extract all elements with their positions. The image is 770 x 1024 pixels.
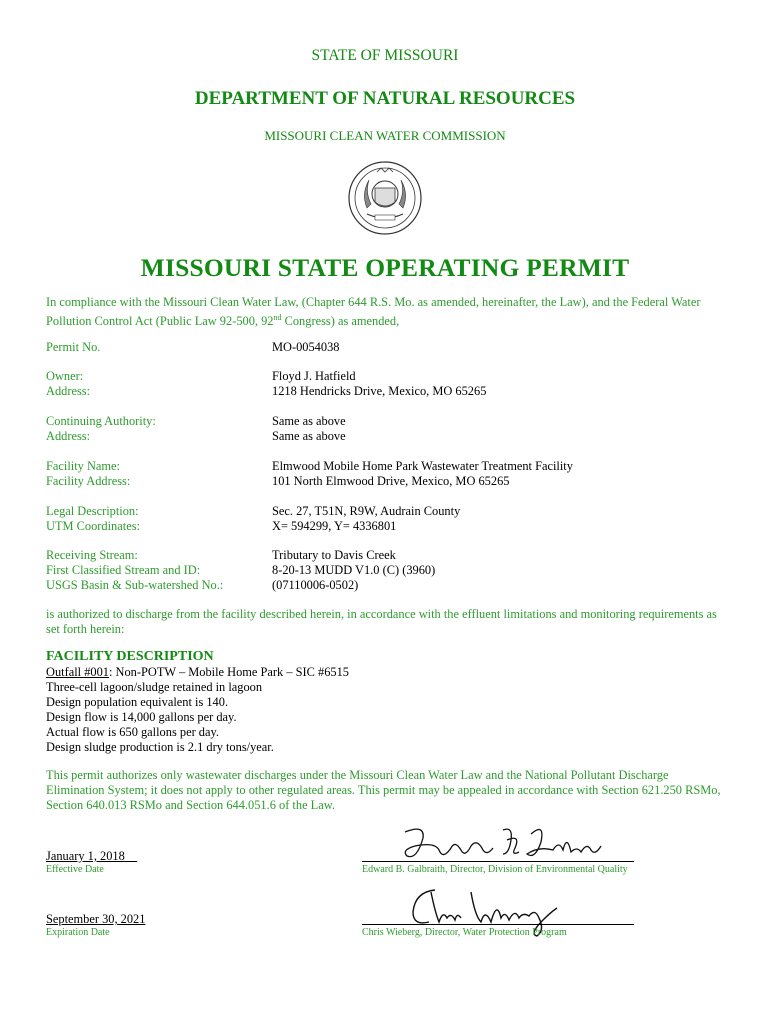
effective-date-value: January 1, 2018 bbox=[46, 849, 125, 863]
facility-address-label: Facility Address: bbox=[46, 474, 131, 488]
facility-line: Design population equivalent is 140. bbox=[46, 695, 229, 709]
state-seal-icon bbox=[345, 158, 425, 238]
permit-number-block bbox=[46, 340, 736, 355]
authorized-statement: is authorized to discharge from the facility described herein, in accordance with the effluent limitations and monitoring requirements as set forth herein: bbox=[46, 607, 717, 636]
expiration-date-label: Expiration Date bbox=[46, 927, 110, 938]
compliance-text-b: Congress) as amended, bbox=[281, 314, 400, 329]
expiration-date-value: September 30, 2021 bbox=[46, 912, 146, 926]
classified-label: First Classified Stream and ID: bbox=[46, 563, 201, 577]
legal-value: Sec. 27, T51N, R9W, Audrain County bbox=[272, 504, 461, 518]
facility-line: Design flow is 14,000 gallons per day. bbox=[46, 710, 237, 724]
expiration-date bbox=[46, 912, 145, 927]
compliance-text-a: In compliance with the Missouri Clean Water Law, (Chapter 644 R.S. Mo. as amended, hereinafter, the Law), and the Federal Water Pollution Control Act (Public Law 92-500, 92 bbox=[46, 295, 701, 329]
continuing-label: Continuing Authority: bbox=[46, 414, 156, 428]
stream-block bbox=[46, 548, 736, 593]
signature-line-1 bbox=[362, 861, 634, 862]
utm-value: X= 594299, Y= 4336801 bbox=[272, 519, 397, 533]
facility-address-value: 101 North Elmwood Drive, Mexico, MO 65265 bbox=[272, 474, 510, 488]
owner-address-value: 1218 Hendricks Drive, Mexico, MO 65265 bbox=[272, 384, 487, 398]
facility-block bbox=[46, 459, 736, 489]
effective-date bbox=[46, 849, 137, 864]
owner-label: Owner: bbox=[46, 369, 84, 383]
owner-value: Floyd J. Hatfield bbox=[272, 369, 356, 383]
effective-date-label: Effective Date bbox=[46, 864, 104, 875]
permit-no-value: MO-0054038 bbox=[272, 340, 340, 354]
legal-label: Legal Description: bbox=[46, 504, 139, 518]
legal-block bbox=[46, 504, 736, 534]
facility-name-label: Facility Name: bbox=[46, 459, 120, 473]
usgs-label: USGS Basin & Sub-watershed No.: bbox=[46, 578, 224, 592]
facility-line: Design sludge production is 2.1 dry tons/year. bbox=[46, 740, 274, 754]
continuing-authority-block bbox=[46, 414, 736, 444]
owner-block bbox=[46, 369, 736, 399]
continuing-value: Same as above bbox=[272, 414, 346, 428]
facility-description-heading: FACILITY DESCRIPTION bbox=[46, 649, 214, 664]
authorization-statement: This permit authorizes only wastewater discharges under the Missouri Clean Water Law and the National Pollutant Discharge Elimination System; it does not apply to other regulated areas. This permit may be appealed in accordance with Section 621.250 RSMo, Section 640.013 RSMo and Section 644.051.6 of the Law. bbox=[46, 768, 721, 812]
compliance-statement bbox=[46, 295, 726, 329]
director2-caption: Chris Wieberg, Director, Water Protection Program bbox=[362, 927, 567, 938]
compliance-sup: nd bbox=[273, 313, 282, 322]
department-heading: DEPARTMENT OF NATURAL RESOURCES bbox=[194, 88, 576, 109]
permit-title: MISSOURI STATE OPERATING PERMIT bbox=[140, 253, 630, 282]
classified-value: 8-20-13 MUDD V1.0 (C) (3960) bbox=[272, 563, 436, 577]
owner-address-label: Address: bbox=[46, 384, 91, 398]
director1-caption: Edward B. Galbraith, Director, Division of Environmental Quality bbox=[362, 864, 628, 875]
utm-label: UTM Coordinates: bbox=[46, 519, 140, 533]
facility-description bbox=[46, 665, 349, 755]
continuing-address-label: Address: bbox=[46, 429, 91, 443]
stream-label: Receiving Stream: bbox=[46, 548, 138, 562]
usgs-value: (07110006-0502) bbox=[272, 578, 359, 592]
continuing-address-value: Same as above bbox=[272, 429, 346, 443]
permit-no-label: Permit No. bbox=[46, 340, 101, 354]
outfall-desc: : Non-POTW – Mobile Home Park – SIC #6515 bbox=[108, 665, 349, 679]
facility-name-value: Elmwood Mobile Home Park Wastewater Treatment Facility bbox=[272, 459, 573, 473]
stream-value: Tributary to Davis Creek bbox=[272, 548, 396, 562]
state-heading: STATE OF MISSOURI bbox=[311, 47, 459, 64]
commission-heading: MISSOURI CLEAN WATER COMMISSION bbox=[264, 128, 506, 143]
facility-line: Three-cell lagoon/sludge retained in lagoon bbox=[46, 680, 263, 694]
facility-line: Actual flow is 650 gallons per day. bbox=[46, 725, 219, 739]
outfall-label: Outfall #001 bbox=[46, 665, 109, 679]
signature-line-2 bbox=[362, 924, 634, 925]
